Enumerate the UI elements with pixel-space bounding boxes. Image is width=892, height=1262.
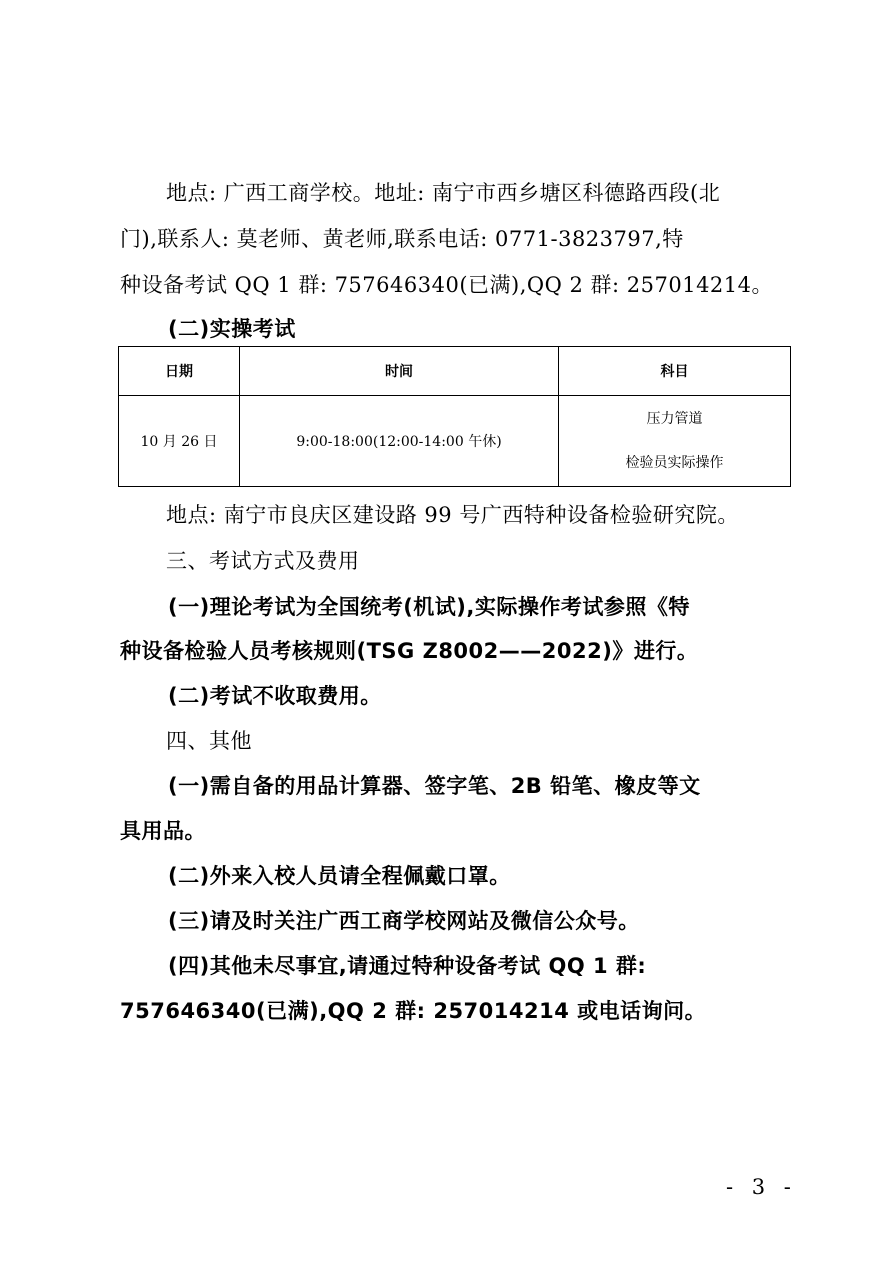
subject-line-1: 压力管道: [646, 411, 703, 427]
exam-method-line-1: (一)理论考试为全国统考(机试),实际操作考试参照《特: [168, 595, 690, 619]
cell-time: 9:00-18:00(12:00-14:00 午休): [240, 396, 559, 487]
supplies-line-2: 具用品。: [120, 819, 206, 843]
header-subject: 科目: [559, 347, 791, 396]
section-three-heading: 三、考试方式及费用: [166, 549, 360, 573]
section-four-heading: 四、其他: [166, 729, 252, 753]
cell-subject: [559, 396, 791, 487]
practical-exam-heading: (二)实操考试: [168, 317, 296, 341]
table-row: [119, 396, 791, 487]
location-line-1: 地点: 广西工商学校。地址: 南宁市西乡塘区科德路西段(北: [166, 181, 721, 205]
contact-line-2: 757646340(已满),QQ 2 群: 257014214 或电话询问。: [120, 999, 707, 1023]
table-header-row: [119, 347, 791, 396]
fee-line: (二)考试不收取费用。: [168, 684, 382, 708]
page-number: - 3 -: [726, 1175, 797, 1199]
exam-method-line-2: 种设备检验人员考核规则(TSG Z8002——2022)》进行。: [120, 639, 699, 663]
supplies-line-1: (一)需自备的用品计算器、签字笔、2B 铅笔、橡皮等文: [168, 774, 701, 798]
mask-line: (二)外来入校人员请全程佩戴口罩。: [168, 864, 511, 888]
follow-line: (三)请及时关注广西工商学校网站及微信公众号。: [168, 909, 640, 933]
practical-location: 地点: 南宁市良庆区建设路 99 号广西特种设备检验研究院。: [166, 503, 739, 527]
schedule-table: [118, 346, 791, 487]
location-line-3: 种设备考试 QQ 1 群: 757646340(已满),QQ 2 群: 257014214。: [120, 273, 774, 297]
header-time: 时间: [240, 347, 559, 396]
header-date: 日期: [119, 347, 240, 396]
cell-date: 10 月 26 日: [119, 396, 240, 487]
location-line-2: 门),联系人: 莫老师、黄老师,联系电话: 0771-3823797,特: [120, 227, 684, 251]
subject-line-2: 检验员实际操作: [625, 455, 724, 471]
contact-line-1: (四)其他未尽事宜,请通过特种设备考试 QQ 1 群:: [168, 954, 647, 978]
